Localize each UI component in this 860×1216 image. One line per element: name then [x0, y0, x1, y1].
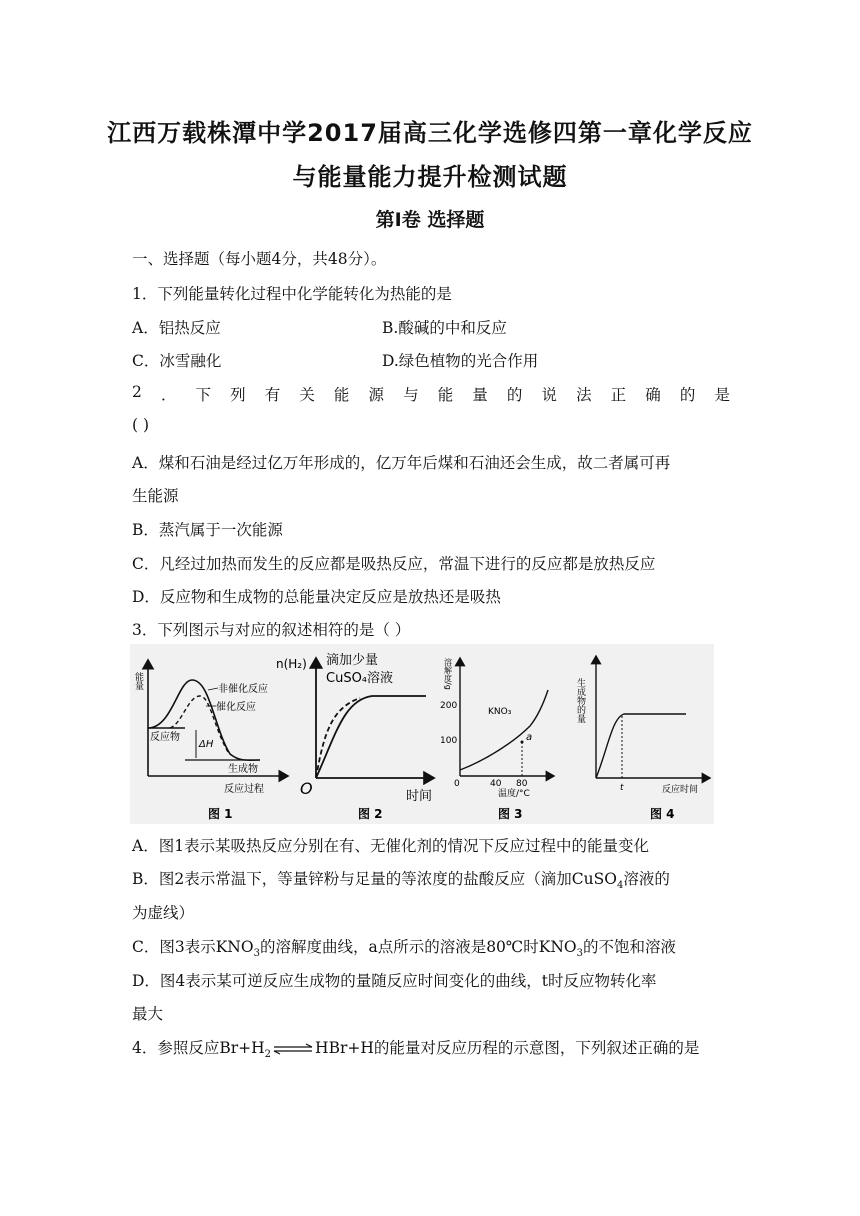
q2-option-c: C．凡经过加热而发生的反应都是吸热反应，常温下进行的反应都是放热反应 [132, 555, 656, 573]
equilibrium-arrow-icon [272, 1043, 314, 1055]
fig3-caption: 图 3 [498, 807, 523, 821]
q3-stem: 3．下列图示与对应的叙述相符的是（ ） [132, 621, 411, 639]
q2-stem-char: 法 [576, 386, 592, 404]
q2-stem-char: ． [160, 386, 177, 404]
fig2-note-line1: 滴加少量 [326, 653, 379, 668]
q3-figures-svg [130, 644, 714, 824]
fig3-tick-0: 0 [454, 779, 460, 789]
fig3-point-a [521, 741, 524, 744]
q3-option-c-text: C．图3表示KNO [132, 938, 254, 956]
fig2-note-line2: CuSO₄溶液 [326, 671, 394, 686]
fig3-tick-80: 80 [516, 779, 528, 789]
q1-option-c: C．冰雪融化 [132, 352, 222, 370]
q2-stem-char: 有 [264, 386, 281, 404]
q2-stem-end: ( ) [132, 416, 150, 434]
q2-stem-char: 是 [714, 386, 730, 404]
fig2-x-label: 时间 [406, 789, 433, 804]
fig1-uncatalyzed-label: 非催化反应 [218, 684, 268, 695]
fig1-catalyzed-label: 催化反应 [216, 702, 256, 713]
q2-option-b: B．蒸汽属于一次能源 [132, 521, 283, 539]
q2-stem-char: 说 [541, 386, 557, 404]
q2-stem-char: 关 [299, 386, 315, 404]
subscript: 4 [616, 880, 624, 892]
fig1-y-label: 能量 [133, 672, 143, 690]
q3-option-c-text: 的溶解度曲线，a点所示的溶液是80℃时KNO [259, 938, 577, 956]
fig4-y-label: 生成物的量 [575, 678, 585, 723]
q3-option-c [132, 935, 676, 959]
fig3-point-a-label: a [526, 732, 533, 743]
subscript: 3 [253, 948, 260, 960]
q3-option-a: A．图1表示某吸热反应分别在有、无催化剂的情况下反应过程中的能量变化 [132, 837, 650, 855]
fig2-y-label: n(H₂) [276, 657, 307, 671]
fig1-product-label: 生成物 [228, 764, 258, 775]
fig1-caption: 图 1 [208, 807, 233, 821]
q2-stem-char: 与 [403, 386, 419, 404]
subscript: 2 [264, 1049, 272, 1061]
q1-stem: 1．下列能量转化过程中化学能转化为热能的是 [132, 285, 452, 303]
fig4-curve [596, 714, 686, 778]
q1-option-a: A．铝热反应 [132, 319, 221, 337]
q2-stem [132, 383, 730, 405]
section-heading: 第Ⅰ卷 选择题 [375, 209, 485, 231]
part-heading: 一、选择题（每小题4分，共48分）。 [132, 250, 387, 268]
document-title-line2: 与能量能力提升检测试题 [292, 163, 568, 191]
figure-3 [440, 657, 554, 821]
fig3-tick-200: 200 [440, 701, 458, 711]
document-title-line1: 江西万载株潭中学2017届高三化学选修四第一章化学反应 [107, 119, 753, 147]
q2-stem-char: 能 [333, 386, 350, 404]
fig3-kno3-curve [460, 690, 548, 770]
q2-stem-char: 源 [368, 386, 385, 404]
q3-option-b-line1 [132, 867, 670, 891]
figure-4 [575, 656, 710, 821]
fig3-curve-label: KNO₃ [488, 707, 512, 717]
q2-stem-char: 正 [610, 386, 627, 404]
fig1-reactant-label: 反应物 [150, 732, 180, 743]
q3-option-b-line2: 为虚线） [132, 904, 195, 922]
fig1-dh-label: ΔH [199, 739, 214, 750]
fig3-x-label: 温度/°C [498, 789, 530, 799]
q3-option-b-text: B．图2表示常温下，等量锌粉与足量的等浓度的盐酸反应（滴加CuSO [132, 870, 617, 888]
q3-option-b-text-end: 溶液的 [623, 870, 670, 888]
fig2-dashed-curve [316, 698, 360, 778]
q3-option-d-line2: 最大 [132, 1005, 164, 1023]
fig4-tick-t: t [620, 783, 624, 793]
figure-2 [276, 652, 434, 821]
q4-stem-text-end: HBr+H的能量对反应历程的示意图，下列叙述正确的是 [315, 1039, 700, 1057]
q3-figures-panel [130, 644, 714, 824]
fig1-x-label: 反应过程 [224, 784, 264, 795]
q4-stem [132, 1036, 699, 1060]
subscript: 3 [576, 948, 583, 960]
q3-option-d-line1: D．图4表示某可逆反应生成物的量随反应时间变化的曲线，t时反应物转化率 [132, 972, 657, 990]
q2-stem-char: 的 [679, 386, 696, 404]
fig4-caption: 图 4 [650, 807, 675, 821]
q2-stem-char: 确 [645, 386, 661, 404]
fig2-origin-label: O [300, 779, 313, 798]
fig3-tick-40: 40 [490, 779, 502, 789]
fig2-solid-curve [316, 696, 426, 778]
fig1-label-pointer [208, 688, 218, 690]
fig3-tick-100: 100 [440, 736, 458, 746]
q1-option-d: D.绿色植物的光合作用 [382, 352, 539, 370]
q2-stem-char: 量 [472, 386, 488, 404]
q2-stem-char: 列 [230, 386, 246, 404]
q2-option-d: D．反应物和生成物的总能量决定反应是放热还是吸热 [132, 588, 501, 606]
q2-stem-char: 下 [195, 386, 212, 404]
q2-stem-char: 能 [437, 386, 454, 404]
q2-stem-char: 2 [132, 383, 142, 401]
q4-stem-text: 4．参照反应Br+H [132, 1039, 265, 1057]
q1-option-b: B.酸碱的中和反应 [382, 319, 507, 337]
fig3-y-label: 溶解度/g [443, 658, 453, 690]
q2-option-a-line1: A．煤和石油是经过亿万年形成的，亿万年后煤和石油还会生成，故二者属可再 [132, 454, 671, 472]
q2-option-a-line2: 生能源 [132, 487, 179, 505]
q3-option-c-text: 的不饱和溶液 [582, 938, 676, 956]
fig2-caption: 图 2 [358, 807, 383, 821]
figure-1 [133, 660, 288, 821]
q2-stem-char: 的 [506, 386, 523, 404]
fig4-x-label: 反应时间 [662, 785, 699, 795]
